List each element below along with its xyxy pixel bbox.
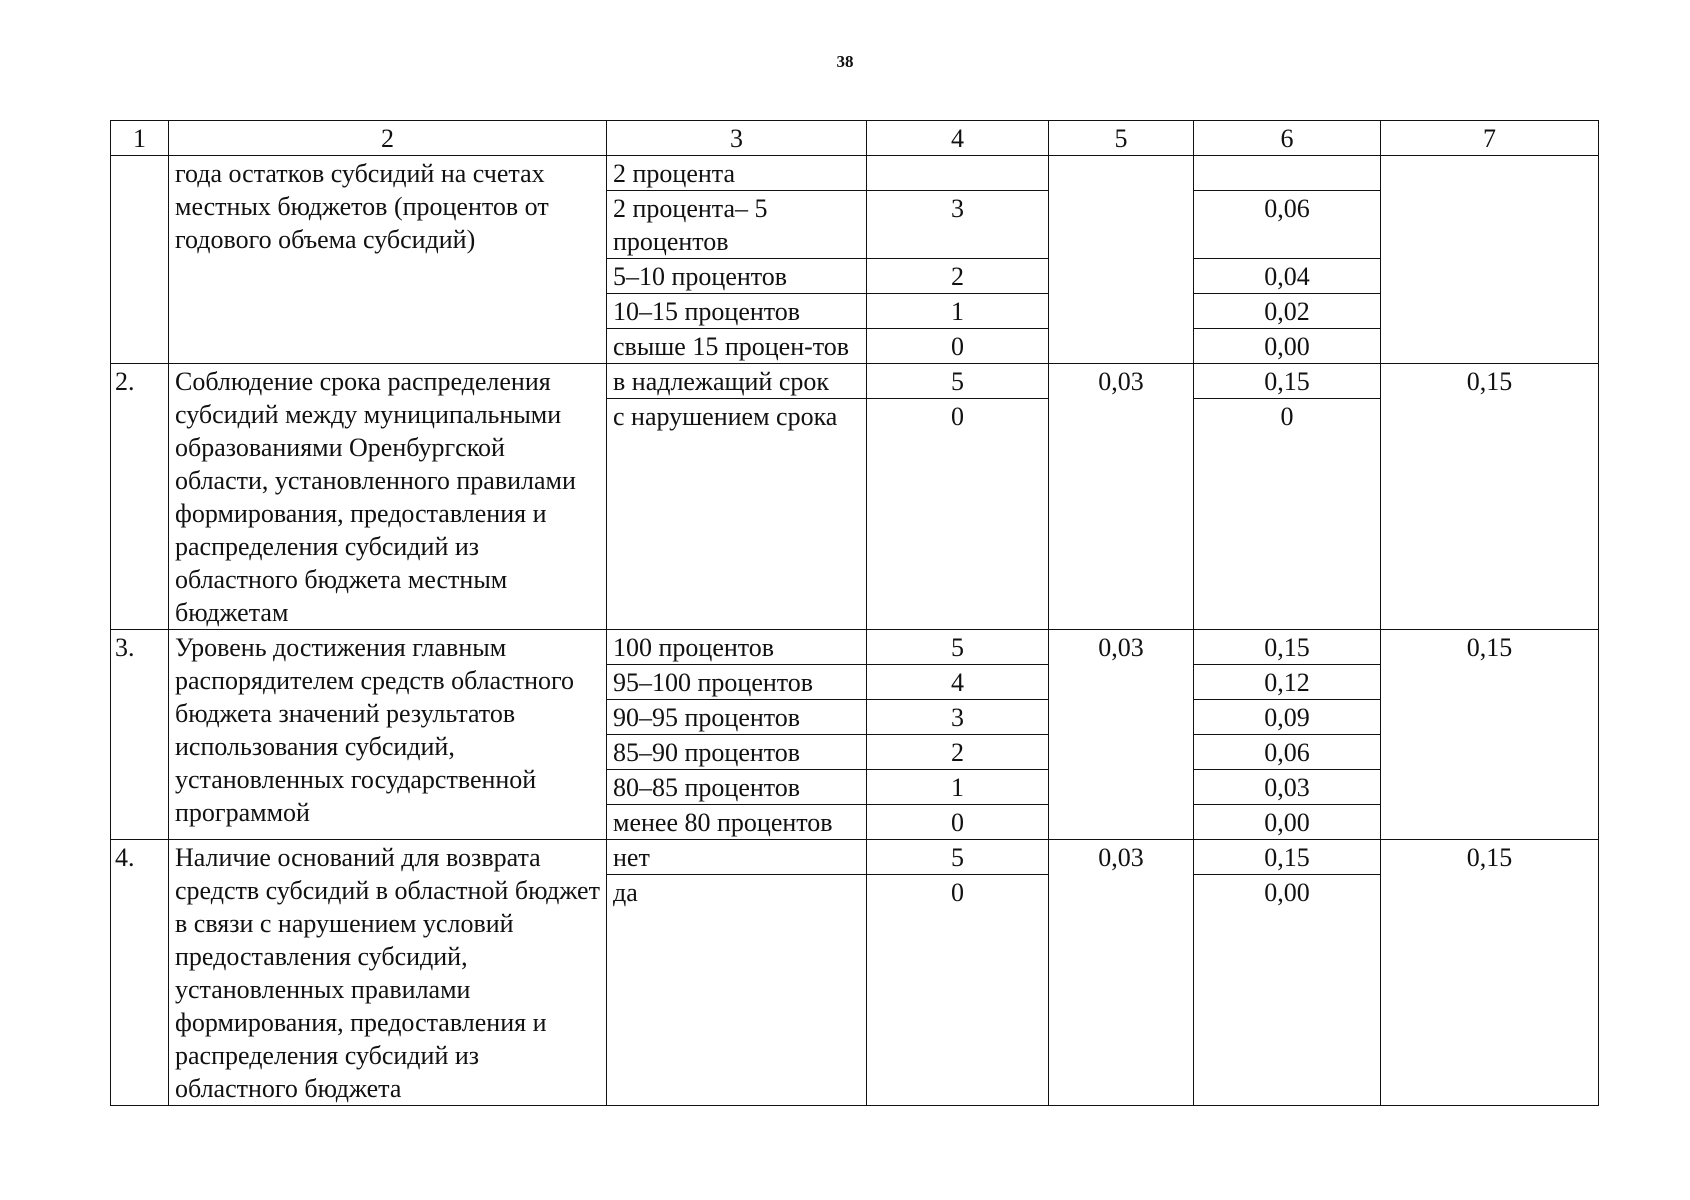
page-number: 38	[836, 52, 854, 71]
range-cell: да	[607, 875, 867, 1106]
score-cell: 5	[867, 364, 1049, 399]
header-cell: 1	[111, 121, 169, 156]
value-cell: 0,09	[1194, 700, 1381, 735]
value-cell: 0,00	[1194, 329, 1381, 364]
value-cell: 0,00	[1194, 875, 1381, 1106]
criteria-table	[110, 120, 1599, 1106]
score-cell: 1	[867, 770, 1049, 805]
header-cell: 7	[1381, 121, 1599, 156]
score-cell	[867, 156, 1049, 191]
row-number-cell: 3.	[111, 630, 169, 840]
range-cell: 2 процента– 5 процентов	[607, 191, 867, 259]
score-cell: 0	[867, 875, 1049, 1106]
total-cell: 0,15	[1381, 630, 1599, 840]
range-cell: 100 процентов	[607, 630, 867, 665]
range-cell: 95–100 процентов	[607, 665, 867, 700]
range-cell: 2 процента	[607, 156, 867, 191]
value-cell	[1194, 156, 1381, 191]
table-row	[111, 364, 1599, 399]
score-cell: 0	[867, 805, 1049, 840]
weight-cell: 0,03	[1049, 840, 1194, 1106]
value-cell: 0,04	[1194, 259, 1381, 294]
value-cell: 0	[1194, 399, 1381, 630]
value-cell: 0,03	[1194, 770, 1381, 805]
range-cell: 10–15 процентов	[607, 294, 867, 329]
criterion-cell: Соблюдение срока распределения субсидий между муниципальными образованиями Оренбургской области, установленного правилами формирования, предоставления и распределения субсидий из областного бюджета местным бюджетам	[169, 364, 607, 630]
score-cell: 0	[867, 329, 1049, 364]
value-cell: 0,15	[1194, 630, 1381, 665]
header-cell: 5	[1049, 121, 1194, 156]
value-cell: 0,06	[1194, 191, 1381, 259]
score-cell: 5	[867, 630, 1049, 665]
range-cell: свыше 15 процен-тов	[607, 329, 867, 364]
table-header-row	[111, 121, 1599, 156]
score-cell: 5	[867, 840, 1049, 875]
row-number-cell	[111, 156, 169, 364]
total-cell: 0,15	[1381, 364, 1599, 630]
table-row	[111, 630, 1599, 665]
value-cell: 0,02	[1194, 294, 1381, 329]
score-cell: 4	[867, 665, 1049, 700]
total-cell	[1381, 156, 1599, 364]
range-cell: в надлежащий срок	[607, 364, 867, 399]
range-cell: 90–95 процентов	[607, 700, 867, 735]
weight-cell: 0,03	[1049, 630, 1194, 840]
value-cell: 0,15	[1194, 840, 1381, 875]
header-cell: 2	[169, 121, 607, 156]
header-cell: 3	[607, 121, 867, 156]
total-cell: 0,15	[1381, 840, 1599, 1106]
range-cell: менее 80 процентов	[607, 805, 867, 840]
range-cell: с нарушением срока	[607, 399, 867, 630]
score-cell: 3	[867, 191, 1049, 259]
value-cell: 0,06	[1194, 735, 1381, 770]
score-cell: 2	[867, 259, 1049, 294]
range-cell: 5–10 процентов	[607, 259, 867, 294]
criterion-cell: Наличие оснований для возврата средств субсидий в областной бюджет в связи с нарушением условий предоставления субсидий, установленных правилами формирования, предоставления и распределения субсидий из областного бюджета	[169, 840, 607, 1106]
weight-cell: 0,03	[1049, 364, 1194, 630]
value-cell: 0,00	[1194, 805, 1381, 840]
criterion-cell: года остатков субсидий на счетах местных бюджетов (процентов от годового объема субсидий)	[169, 156, 607, 364]
row-number-cell: 4.	[111, 840, 169, 1106]
range-cell: нет	[607, 840, 867, 875]
score-cell: 0	[867, 399, 1049, 630]
row-number-cell: 2.	[111, 364, 169, 630]
range-cell: 80–85 процентов	[607, 770, 867, 805]
weight-cell	[1049, 156, 1194, 364]
header-cell: 4	[867, 121, 1049, 156]
score-cell: 2	[867, 735, 1049, 770]
table-row	[111, 840, 1599, 875]
range-cell: 85–90 процентов	[607, 735, 867, 770]
value-cell: 0,15	[1194, 364, 1381, 399]
score-cell: 3	[867, 700, 1049, 735]
value-cell: 0,12	[1194, 665, 1381, 700]
score-cell: 1	[867, 294, 1049, 329]
table-row	[111, 156, 1599, 191]
header-cell: 6	[1194, 121, 1381, 156]
criterion-cell: Уровень достижения главным распорядителем средств областного бюджета значений результатов использования субсидий, установленных государственной программой	[169, 630, 607, 840]
